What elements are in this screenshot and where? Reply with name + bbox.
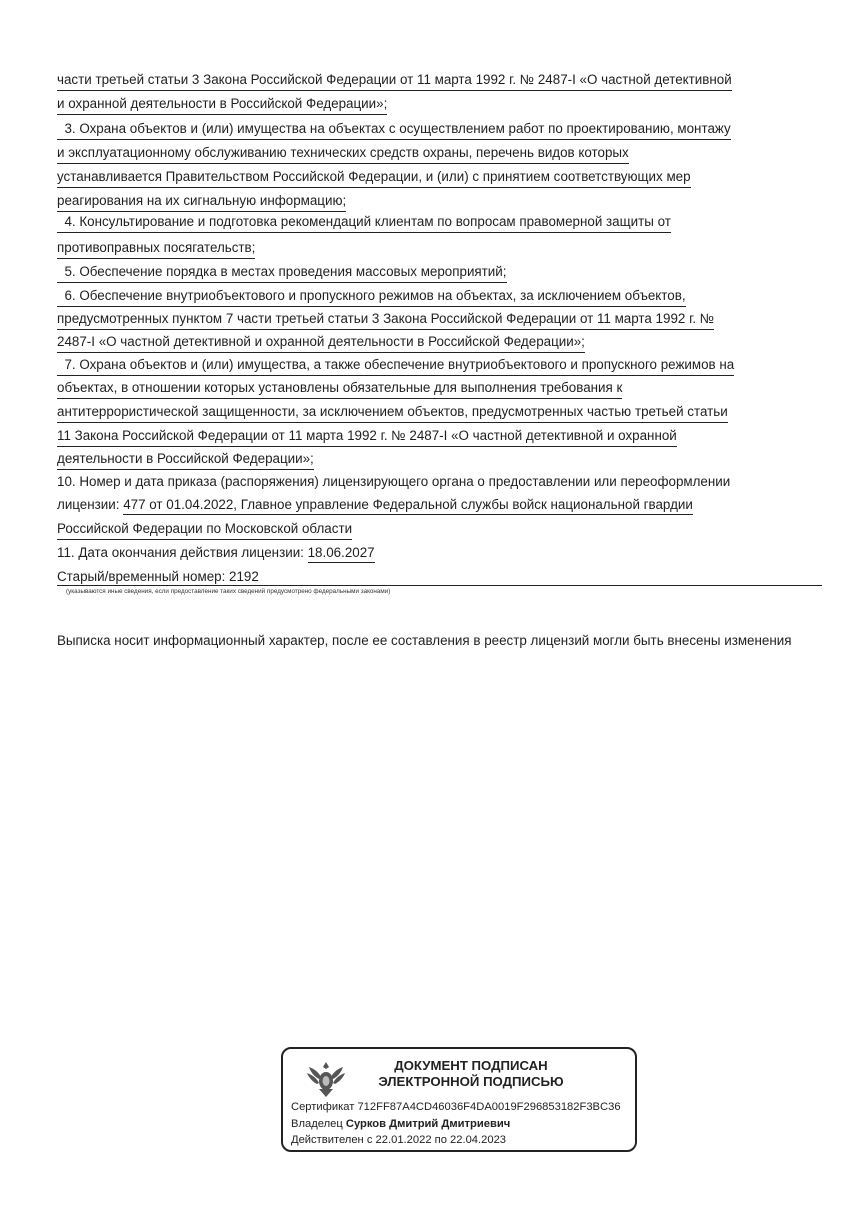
text-line: 2487-I «О частной детективной и охранной деятельности в Российской Федерации»; [57, 334, 585, 353]
text-line: 4. Консультирование и подготовка рекомендаций клиентам по вопросам правомерной защиты от [57, 214, 671, 233]
stamp-title [371, 1058, 571, 1090]
item-10-value-prefix: лицензии: [57, 497, 124, 512]
stamp-owner-value: Сурков Дмитрий Дмитриевич [345, 1118, 511, 1130]
text-line: и охранной деятельности в Российской Федерации»; [57, 96, 387, 115]
item-10-value: 477 от 01.04.2022, Главное управление Федеральной службы войск национальной гвардии [123, 497, 693, 515]
text-line: предусмотренных пунктом 7 части третьей статьи 3 Закона Российской Федерации от 11 марта 1992 г. № [57, 311, 714, 330]
text-line: 7. Охрана объектов и (или) имущества, а также обеспечение внутриобъектового и пропускного режимов на [57, 357, 734, 376]
signature-stamp [281, 1047, 637, 1152]
item-11-value: 18.06.2027 [308, 545, 375, 563]
rosgvardia-emblem-icon [305, 1059, 347, 1099]
item-10-label: 10. Номер и дата приказа (распоряжения) лицензирующего органа о предоставлении или переоформлении [57, 474, 731, 489]
text-line: 5. Обеспечение порядка в местах проведения массовых мероприятий; [57, 264, 507, 283]
text-line: части третьей статьи 3 Закона Российской Федерации от 11 марта 1992 г. № 2487-I «О частной детективной [57, 72, 732, 91]
text-line: 6. Обеспечение внутриобъектового и пропускного режимов на объектах, за исключением объектов, [57, 288, 686, 307]
item-11-label: 11. Дата окончания действия лицензии: [57, 545, 308, 560]
text-line: и эксплуатационному обслуживанию технических средств охраны, перечень видов которых [57, 145, 629, 164]
text-line: противоправных посягательств; [57, 240, 255, 259]
text-line: объектах, в отношении которых установлены обязательные для выполнения требования к [57, 380, 622, 399]
footnote: (указываются иные сведения, если предоставление таких сведений предусмотрено федеральными законами) [66, 588, 391, 595]
stamp-certificate-value: 712FF87A4CD46036F4DA0019F296853182F3BC36 [357, 1101, 621, 1113]
text-line: 11 Закона Российской Федерации от 11 марта 1992 г. № 2487-I «О частной детективной и охранной [57, 428, 677, 447]
stamp-title-line: ЭЛЕКТРОННОЙ ПОДПИСЬЮ [378, 1074, 564, 1089]
divider-line [57, 585, 822, 586]
notice-text: Выписка носит информационный характер, после ее составления в реестр лицензий могли быть внесены изменения [57, 633, 792, 648]
stamp-validity: Действителен с 22.01.2022 по 22.04.2023 [291, 1134, 507, 1146]
text-line: реагирования на их сигнальную информацию; [57, 193, 346, 212]
stamp-certificate-label: Сертификат [291, 1101, 358, 1113]
stamp-title-line: ДОКУМЕНТ ПОДПИСАН [394, 1058, 548, 1073]
item-10-value-line [57, 497, 693, 513]
text-line: устанавливается Правительством Российской Федерации, и (или) с принятием соответствующих мер [57, 169, 691, 188]
text-line: деятельности в Российской Федерации»; [57, 451, 314, 470]
text-line: 3. Охрана объектов и (или) имущества на объектах с осуществлением работ по проектированию, монтажу [57, 121, 731, 140]
stamp-owner-label: Владелец [291, 1118, 346, 1130]
text-line: антитеррористической защищенности, за исключением объектов, предусмотренных частью третьей статьи [57, 404, 728, 423]
old-number: Старый/временный номер: 2192 [57, 569, 259, 584]
item-11 [57, 545, 375, 561]
item-10-value-cont: Российской Федерации по Московской области [57, 521, 352, 540]
stamp-certificate [291, 1101, 621, 1113]
stamp-owner [291, 1118, 510, 1130]
